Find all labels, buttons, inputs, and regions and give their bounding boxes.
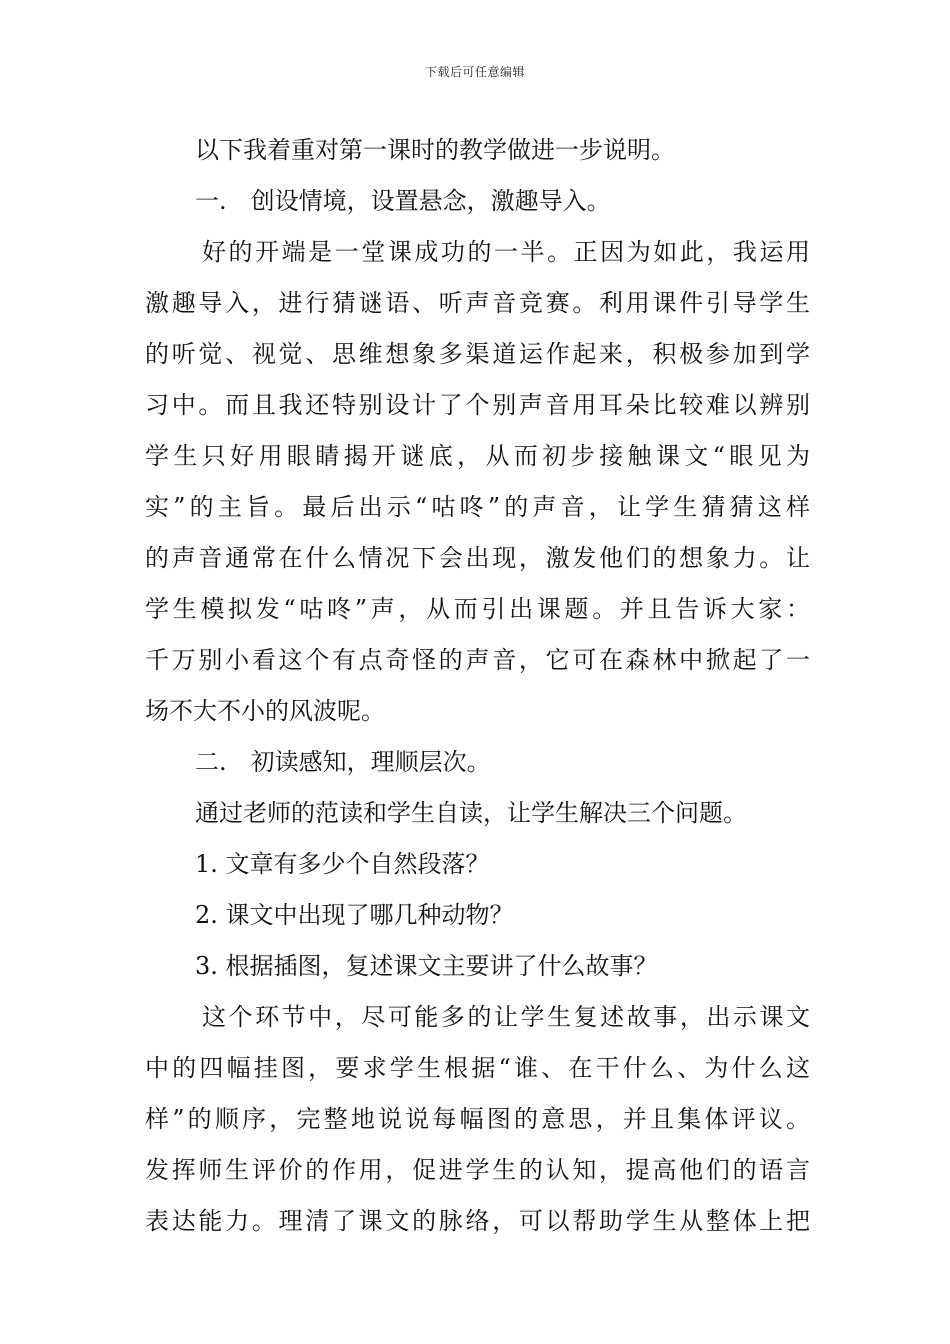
page-header-note: 下载后可任意编辑 bbox=[424, 65, 525, 79]
body-line: 学生只好用眼睛揭开谜底，从而初步接触课文“眼见为 bbox=[145, 442, 810, 470]
section-heading: 二. 初读感知，理顺层次。 bbox=[195, 748, 491, 776]
body-line: 表达能力。理清了课文的脉络，可以帮助学生从整体上把 bbox=[145, 1207, 810, 1235]
body-line: 发挥师生评价的作用，促进学生的认知，提高他们的语言 bbox=[145, 1156, 810, 1184]
body-line: 学生模拟发“咕咚”声，从而引出课题。并且告诉大家： bbox=[145, 595, 810, 623]
document-body bbox=[145, 125, 810, 1247]
body-line: 场不大不小的风波呢。 bbox=[145, 697, 385, 725]
section-heading: 一. 创设情境，设置悬念，激趣导入。 bbox=[195, 187, 611, 215]
body-line: 这个环节中，尽可能多的让学生复述故事，出示课文 bbox=[202, 1003, 810, 1031]
body-line: 千万别小看这个有点奇怪的声音，它可在森林中掀起了一 bbox=[145, 646, 810, 674]
list-item: 2. 课文中出现了哪几种动物？ bbox=[195, 901, 514, 929]
body-line: 好的开端是一堂课成功的一半。正因为如此，我运用 bbox=[202, 238, 810, 266]
list-item: 1. 文章有多少个自然段落？ bbox=[195, 850, 490, 878]
body-line: 实”的主旨。最后出示“咕咚”的声音，让学生猜猜这样 bbox=[145, 493, 810, 521]
body-line: 的声音通常在什么情况下会出现，激发他们的想象力。让 bbox=[145, 544, 810, 572]
list-item: 3. 根据插图，复述课文主要讲了什么故事？ bbox=[195, 952, 658, 980]
body-line: 通过老师的范读和学生自读，让学生解决三个问题。 bbox=[195, 799, 747, 827]
body-line: 激趣导入，进行猜谜语、听声音竞赛。利用课件引导学生 bbox=[145, 289, 810, 317]
body-line: 以下我着重对第一课时的教学做进一步说明。 bbox=[195, 136, 675, 164]
body-line: 样”的顺序，完整地说说每幅图的意思，并且集体评议。 bbox=[145, 1105, 810, 1133]
body-line: 习中。而且我还特别设计了个别声音用耳朵比较难以辨别 bbox=[145, 391, 810, 419]
body-line: 的听觉、视觉、思维想象多渠道运作起来，积极参加到学 bbox=[145, 340, 810, 368]
body-line: 中的四幅挂图，要求学生根据“谁、在干什么、为什么这 bbox=[145, 1054, 810, 1082]
